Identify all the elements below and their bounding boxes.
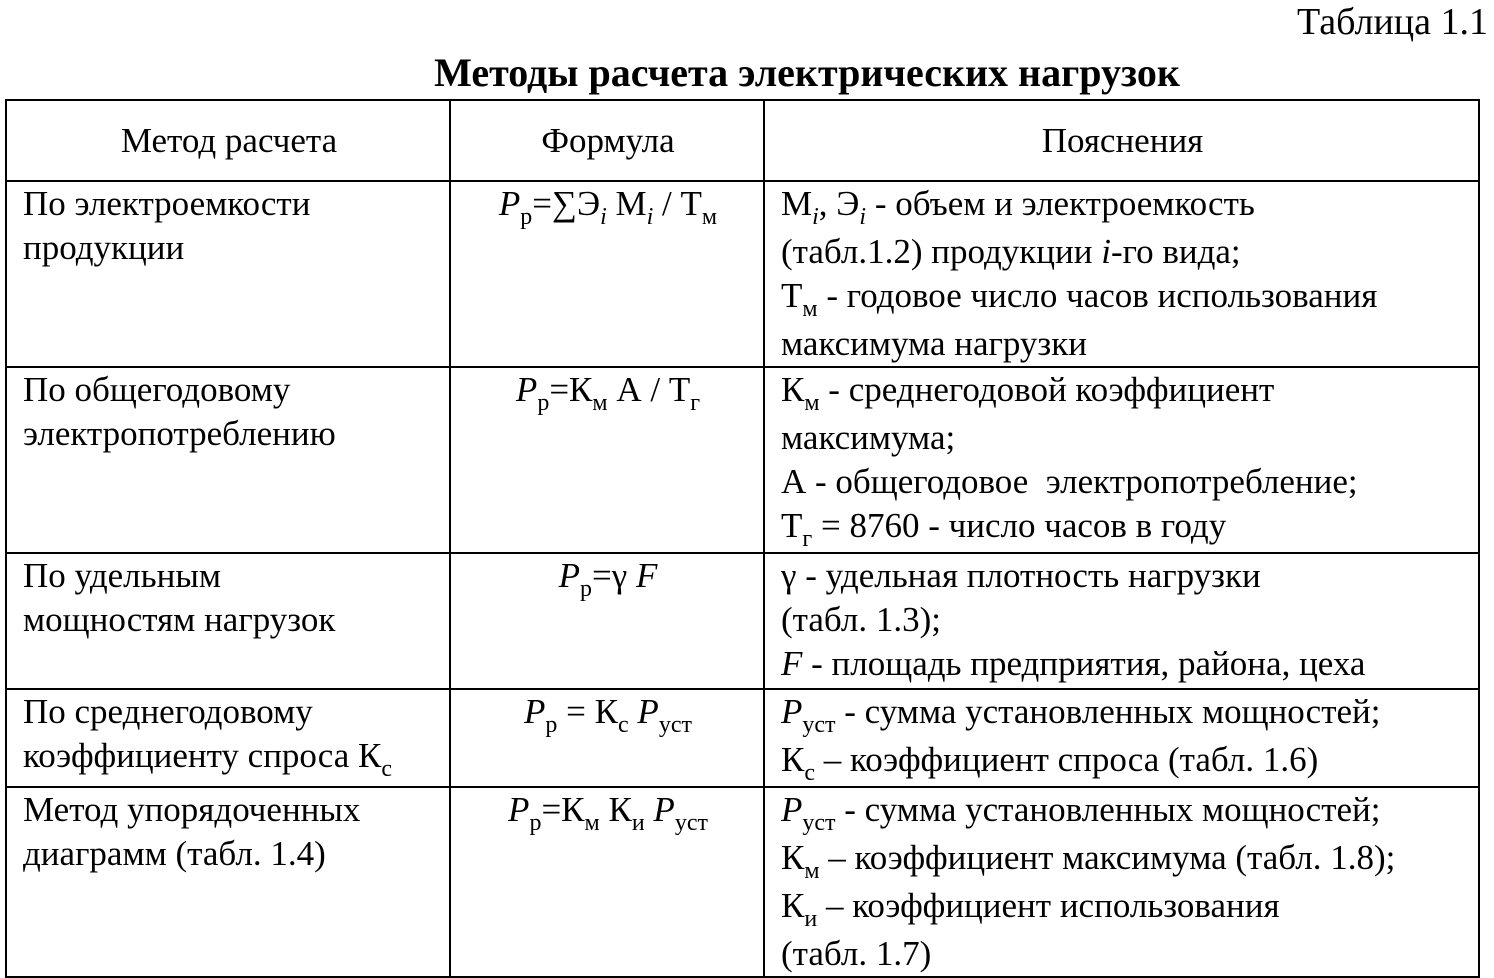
method-cell: По среднегодовому коэффициенту спроса $К_с$: [6, 689, 450, 787]
formula-cell: $P_р=\gamma$ F: [450, 553, 764, 689]
method-cell: По удельным мощностям нагрузок: [6, 553, 450, 689]
header-formula: Формула: [450, 100, 764, 181]
notes-cell: $P_{уст}$ - сумма установленных мощностей; $К_м$ – коэффициент максимума (табл. 1.8); $К_и$ – коэффициент использования (табл. 1.7): [764, 787, 1479, 977]
formula-cell: $P_р=К_м$ $К_и$ $P_{уст}$: [450, 787, 764, 977]
header-row: [6, 100, 1479, 181]
table-row: [6, 553, 1479, 689]
table-number: Таблица 1.1: [1296, 1, 1488, 43]
notes-cell: $М_i$, $Э_i$ - объем и электроемкость (табл.1.2) продукции i-го вида; $Т_м$ - годовое число часов использования максимума нагрузки: [764, 181, 1479, 367]
header-notes: Пояснения: [764, 100, 1479, 181]
formula-cell: $P_р=К_м$ А / $Т_г$: [450, 367, 764, 553]
table-title: Методы расчета электрических нагрузок: [434, 50, 1180, 95]
table-row: [6, 689, 1479, 787]
table-row: [6, 181, 1479, 367]
notes-cell: γ - удельная плотность нагрузки (табл. 1.3); F - площадь предприятия, района, цеха: [764, 553, 1479, 689]
header-method: Метод расчета: [6, 100, 450, 181]
method-cell: Метод упорядоченных диаграмм (табл. 1.4): [6, 787, 450, 977]
notes-cell: $P_{уст}$ - сумма установленных мощностей; $К_с$ – коэффициент спроса (табл. 1.6): [764, 689, 1479, 787]
formula-cell: $P_р = К_с$ $P_{уст}$: [450, 689, 764, 787]
table-row: [6, 787, 1479, 977]
notes-cell: $К_м$ - среднегодовой коэффициент максимума; А - общегодовое электропотребление; $Т_г = 8760$ - число часов в году: [764, 367, 1479, 553]
methods-table: [5, 99, 1480, 978]
method-cell: По общегодовому электропотреблению: [6, 367, 450, 553]
table-row: [6, 367, 1479, 553]
method-cell: По электроемкости продукции: [6, 181, 450, 367]
formula-cell: $P_р=\sum Э_i$ $М_i / Т_м$: [450, 181, 764, 367]
